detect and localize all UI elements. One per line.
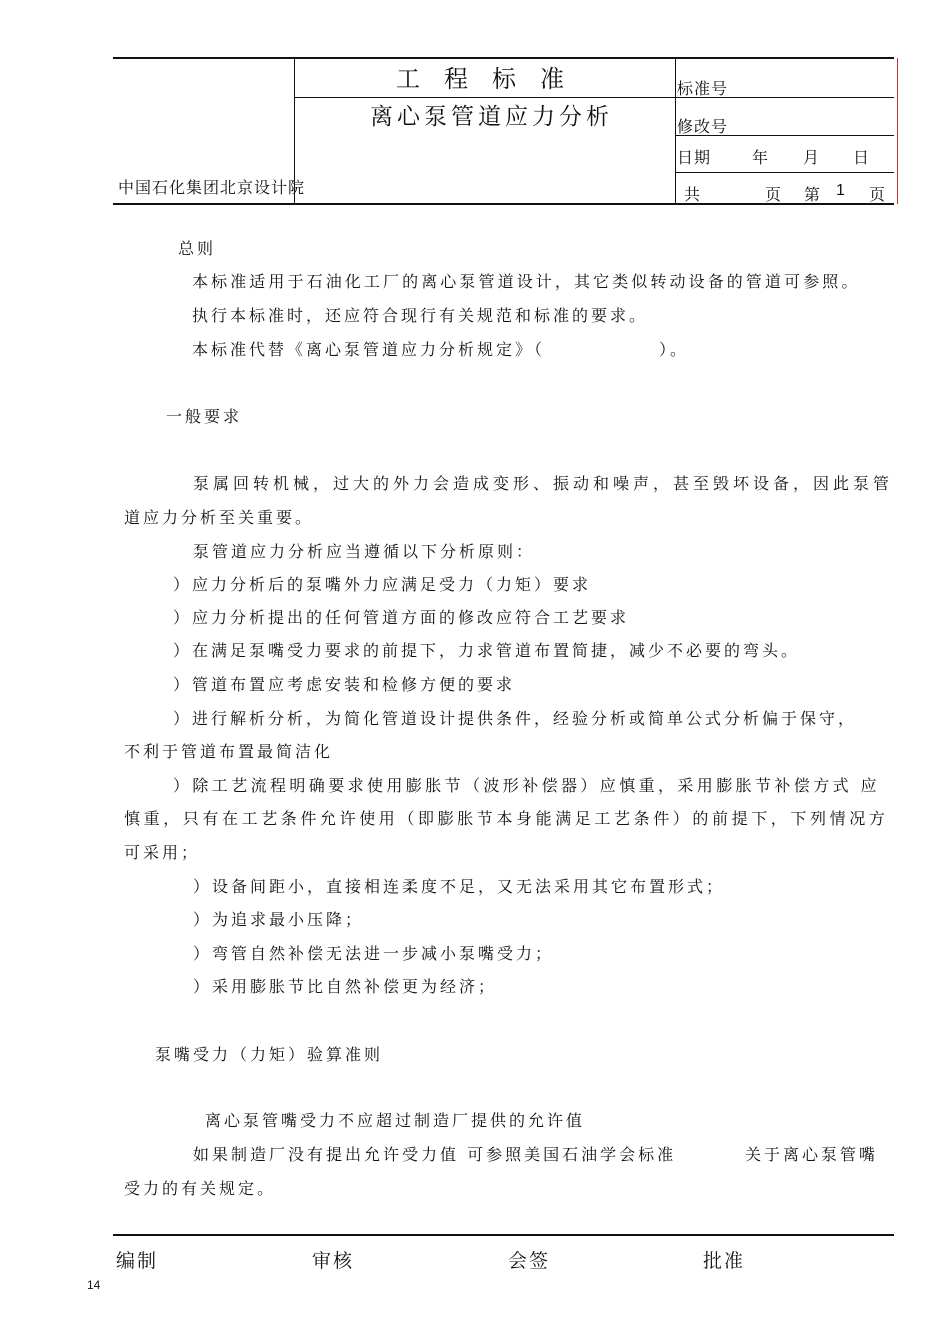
revision-number-label: 修改号 <box>677 117 729 136</box>
req-item-6-line2: 慎重，只有在工艺条件允许使用（即膨胀节本身能满足工艺条件）的前提下，下列情况方 <box>124 809 889 828</box>
general-para-scope: 本标准适用于石油化工厂的离心泵管道设计，其它类似转动设备的管道可参照。 <box>192 272 861 291</box>
req-item-2: ）应力分析提出的任何管道方面的修改应符合工艺要求 <box>173 608 630 627</box>
req-subitem-2: ）为追求最小压降； <box>193 910 365 929</box>
total-pages-label: 共 <box>684 185 702 204</box>
footer-countersign-label: 会签 <box>508 1250 551 1272</box>
general-para-replaces-end: ）。 <box>659 340 690 359</box>
page-unit-label-2: 页 <box>869 185 887 204</box>
general-para-compliance: 执行本标准时，还应符合现行有关规范和标准的要求。 <box>192 306 649 325</box>
req-para-intro-line2: 道应力分析至关重要。 <box>124 508 315 527</box>
req-item-1: ）应力分析后的泵嘴外力应满足受力（力矩）要求 <box>173 575 592 594</box>
nozzle-para-api-line1: 如果制造厂没有提出允许受力值 可参照美国石油学会标准 <box>193 1145 677 1164</box>
req-subitem-3: ）弯管自然补偿无法进一步减小泵嘴受力； <box>193 944 555 963</box>
footer-review-label: 审核 <box>312 1250 355 1272</box>
req-item-4: ）管道布置应考虑安装和检修方便的要求 <box>173 675 516 694</box>
req-item-6-line3: 可采用； <box>124 843 201 862</box>
req-item-5-line1: ）进行解析分析，为简化管道设计提供条件，经验分析或简单公式分析偏于保守， <box>173 709 858 728</box>
general-para-replaces: 本标准代替《离心泵管道应力分析规定》（ <box>192 340 546 359</box>
pages-unit-label: 页 <box>765 185 783 204</box>
req-item-6-line1: ）除工艺流程明确要求使用膨胀节（波形补偿器）应慎重，采用膨胀节补偿方式 应 <box>173 776 880 795</box>
day-label: 日 <box>853 148 871 167</box>
req-item-3: ）在满足泵嘴受力要求的前提下，力求管道布置简捷，减少不必要的弯头。 <box>173 641 801 660</box>
doc-type-heading: 工 程 标 准 <box>396 65 564 93</box>
standard-number-label: 标准号 <box>677 79 729 98</box>
year-label: 年 <box>752 148 770 167</box>
nozzle-para-api-line2: 受力的有关规定。 <box>124 1179 277 1198</box>
page-ordinal-label: 第 <box>804 185 822 204</box>
req-subitem-1: ）设备间距小，直接相连柔度不足，又无法采用其它布置形式； <box>193 877 726 896</box>
page-number: 14 <box>87 1278 101 1292</box>
current-page-number: 1 <box>836 182 846 199</box>
doc-title: 离心泵管道应力分析 <box>370 104 613 130</box>
organization-name: 中国石化集团北京设计院 <box>118 178 306 197</box>
req-para-principles: 泵管道应力分析应当遵循以下分析原则： <box>193 542 536 561</box>
nozzle-para-limit: 离心泵管嘴受力不应超过制造厂提供的允许值 <box>205 1111 586 1130</box>
month-label: 月 <box>803 148 821 167</box>
footer-rule <box>113 1234 894 1236</box>
footer-compile-label: 编制 <box>116 1250 159 1272</box>
section-general-title: 总则 <box>178 239 217 258</box>
section-nozzle-title: 泵嘴受力（力矩）验算准则 <box>155 1045 384 1064</box>
date-label: 日期 <box>677 148 712 167</box>
header-info-rule-2 <box>675 172 894 173</box>
header-edge-mark <box>897 58 898 204</box>
req-item-5-line2: 不利于管道布置最简洁化 <box>124 742 334 761</box>
header-divider-right <box>675 58 676 204</box>
req-para-intro-line1: 泵属回转机械，过大的外力会造成变形、振动和噪声，甚至毁坏设备，因此泵管 <box>193 474 894 493</box>
nozzle-para-api-line1-end: 关于离心泵管嘴 <box>745 1145 879 1164</box>
footer-approve-label: 批准 <box>703 1250 746 1272</box>
req-subitem-4: ）采用膨胀节比自然补偿更为经济； <box>193 977 498 996</box>
section-requirements-title: 一般要求 <box>166 407 243 426</box>
